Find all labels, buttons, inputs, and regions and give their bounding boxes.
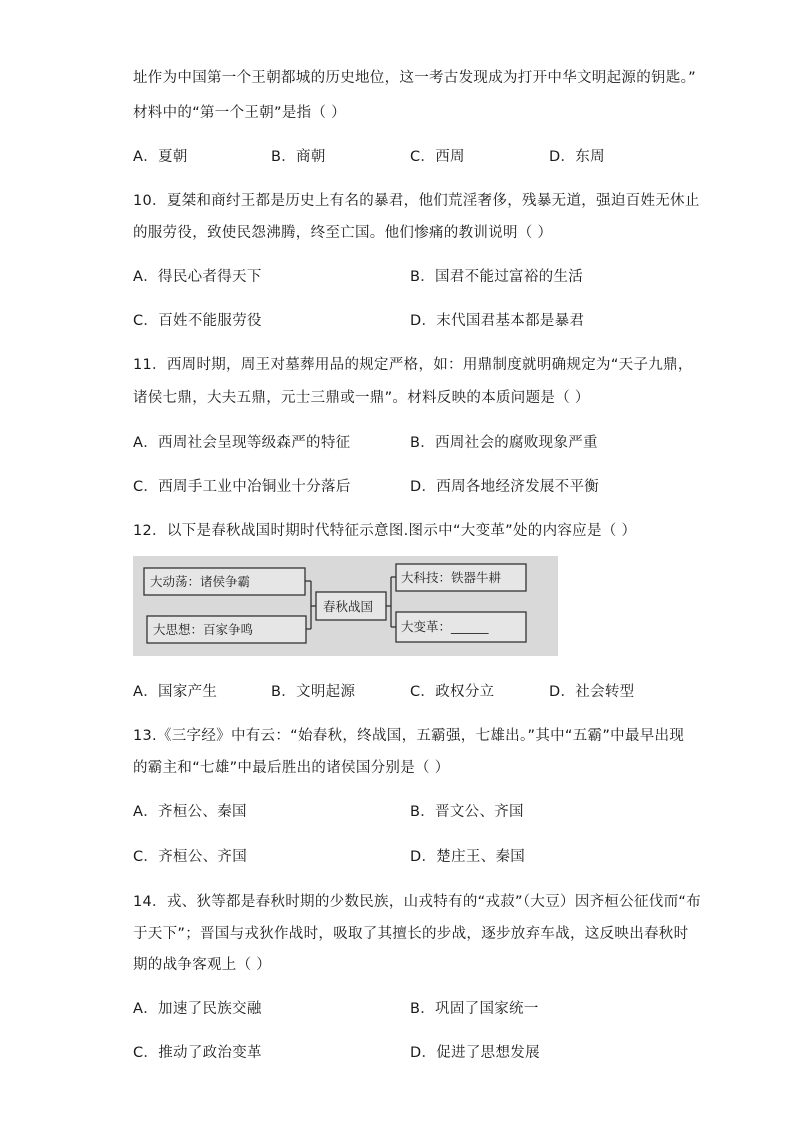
q14-option-d[interactable]: D．促进了思想发展 [410,1045,540,1061]
q10-text-line-1: 10．夏桀和商纣王都是历史上有名的暴君，他们荒淫奢侈，残暴无道，强迫百姓无休止 [133,193,700,209]
q10-option-b[interactable]: B．国君不能过富裕的生活 [410,269,584,285]
q10-option-a[interactable]: A．得民心者得天下 [133,269,262,285]
q9-option-c[interactable]: C．西周 [410,149,465,165]
q13-text-line-2: 的霸主和“七雄”中最后胜出的诸侯国分别是（ ） [133,760,450,776]
diagram-label-left-top: 大动荡：诸侯争霸 [150,574,251,589]
diagram-label-left-bottom: 大思想：百家争鸣 [153,622,254,637]
q11-option-d[interactable]: D．西周各地经济发展不平衡 [410,479,600,495]
q10-option-d[interactable]: D．末代国君基本都是暴君 [410,313,585,329]
diagram-label-center: 春秋战国 [323,599,374,614]
q14-option-c[interactable]: C．推动了政治变革 [133,1045,262,1061]
diagram-label-right-top: 大科技：铁器牛耕 [401,570,502,585]
q10-option-c[interactable]: C．百姓不能服劳役 [133,313,262,329]
q14-text-line-2: 于天下”；晋国与戎狄作战时，吸取了其擅长的步战，逐步放弃车战，这反映出春秋时 [133,926,689,942]
q9-option-a[interactable]: A．夏朝 [133,149,188,165]
q11-option-c[interactable]: C．西周手工业中冶铜业十分落后 [133,479,351,495]
q14-option-b[interactable]: B．巩固了国家统一 [410,1001,539,1017]
q13-option-d[interactable]: D．楚庄王、秦国 [410,849,526,865]
q11-text-line-1: 11．西周时期，周王对墓葬用品的规定严格，如：用鼎制度就明确规定为“天子九鼎， [133,357,693,373]
q12-text-line-1: 12．以下是春秋战国时期时代特征示意图.图示中“大变革”处的内容应是（ ） [133,523,637,539]
q12-option-b[interactable]: B．文明起源 [271,684,356,700]
q13-option-a[interactable]: A．齐桓公、秦国 [133,804,247,820]
q9-text-line-1: 址作为中国第一个王朝都城的历史地位，这一考古发现成为打开中华文明起源的钥匙。” [133,70,696,86]
diagram-label-right-bottom: 大变革：______ [401,619,489,634]
q14-option-a[interactable]: A．加速了民族交融 [133,1001,262,1017]
q10-text-line-2: 的服劳役，致使民怨沸腾，终至亡国。他们惨痛的教训说明（ ） [133,225,553,241]
q12-option-c[interactable]: C．政权分立 [410,684,495,700]
q11-option-b[interactable]: B．西周社会的腐败现象严重 [410,435,598,451]
q13-text-line-1: 13.《三字经》中有云：“始春秋，终战国，五霸强，七雄出。”其中“五霸”中最早出现 [133,728,685,744]
q13-option-b[interactable]: B．晋文公、齐国 [410,804,524,820]
diagram-svg [133,556,558,656]
q12-option-a[interactable]: A．国家产生 [133,684,218,700]
q11-text-line-2: 诸侯七鼎，大夫五鼎，元士三鼎或一鼎”。材料反映的本质问题是（ ） [133,390,590,406]
q9-text-line-2: 材料中的“第一个王朝”是指（ ） [133,105,346,121]
q12-option-d[interactable]: D．社会转型 [549,684,635,700]
era-feature-diagram [133,556,558,656]
q14-text-line-1: 14．戎、狄等都是春秋时期的少数民族，山戎特有的“戎菽”（大豆）因齐桓公征伐而“布 [133,894,702,910]
q9-option-d[interactable]: D．东周 [549,149,605,165]
q11-option-a[interactable]: A．西周社会呈现等级森严的特征 [133,435,351,451]
q14-text-line-3: 期的战争客观上（ ） [133,957,272,973]
q9-option-b[interactable]: B．商朝 [271,149,326,165]
q13-option-c[interactable]: C．齐桓公、齐国 [133,849,248,865]
